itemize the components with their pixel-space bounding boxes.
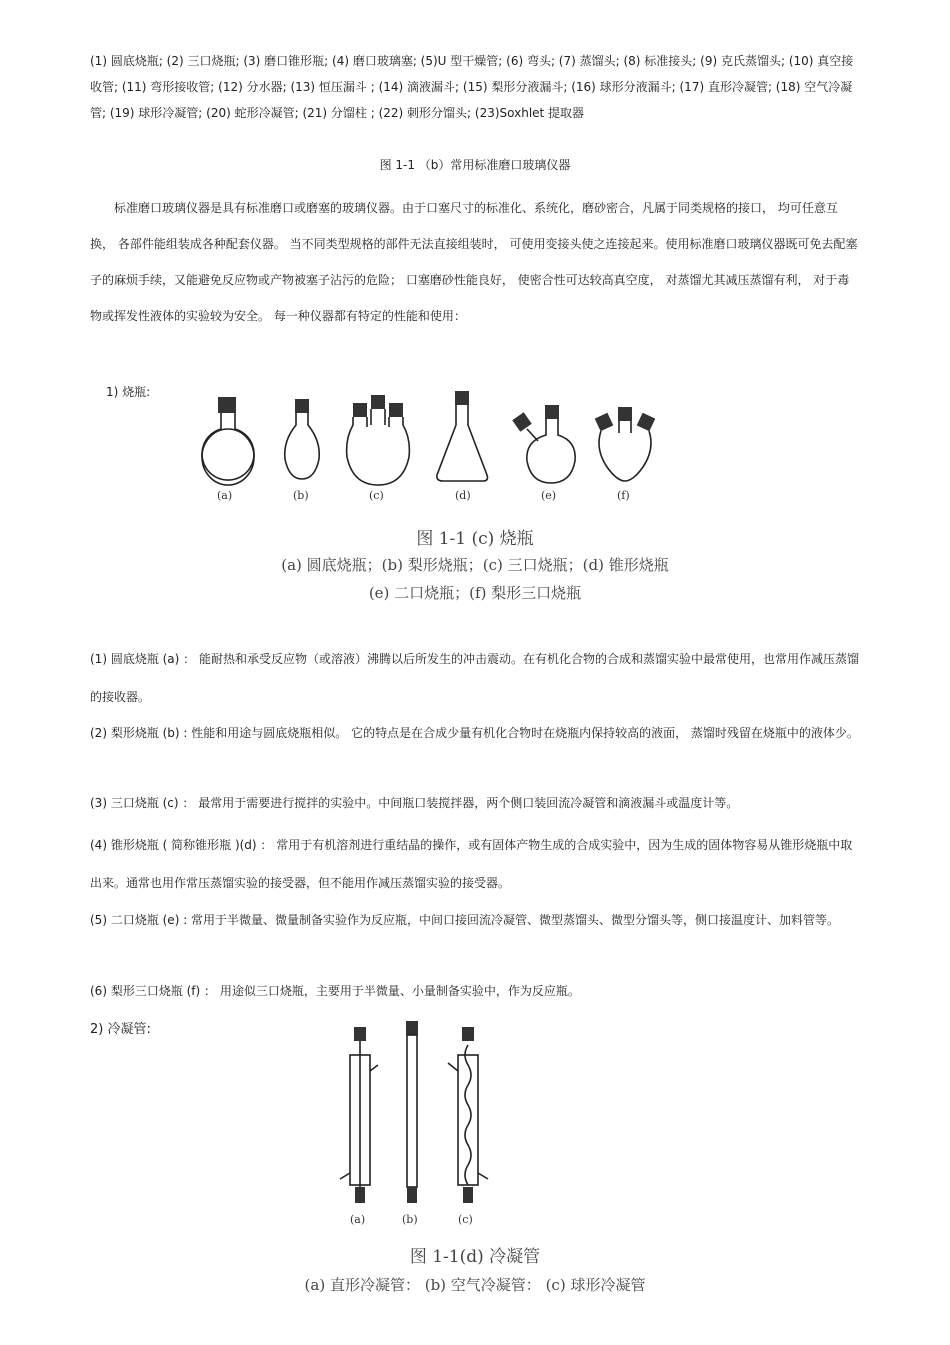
intro-paragraph: 标准磨口玻璃仪器是具有标准磨口或磨塞的玻璃仪器。由于口塞尺寸的标准化、系统化，磨砂密合，凡属于同类规格的接口， 均可任意互换， 各部件能组装成各种配套仪器。 当不同类型规格的部件无法直接组装时， 可使用变接头使之连接起来。使用标准磨口玻璃仪器既可免去配塞子的麻烦手续，又能避免反应物或产物被塞子沾污的危险； 口塞磨砂性能良好， 使密合性可达较高真空度， 对蒸馏尤其减压蒸馏有利， 对于毒物或挥发性液体的实验较为安全。 每一种仪器都有特定的性能和使用： [90, 201, 858, 323]
figure-c-title: 图 1-1 (c) 烧瓶 [416, 529, 534, 549]
air-condenser-icon [406, 1021, 418, 1203]
desc-conical: (4) 锥形烧瓶 ( 简称锥形瓶 )(d) ： 常用于有机溶剂进行重结晶的操作，或有固体产物生成的合成实验中，因为生成的固体物容易从锥形烧瓶中取出来。通常也用作常压蒸馏实验的接受器，但不能用作减压蒸馏实验的接受器。 [90, 838, 853, 890]
desc-pear: (2) 梨形烧瓶 (b) : 性能和用途与圆底烧瓶相似。 它的特点是在合成少量有机化合物时在烧瓶内保持较高的液面， 蒸馏时残留在烧瓶中的液体少。 [90, 726, 859, 740]
figure-c-line1: (a) 圆底烧瓶；(b) 梨形烧瓶；(c) 三口烧瓶；(d) 锥形烧瓶 [281, 556, 669, 574]
condenser-label-a: (a) [350, 1213, 366, 1226]
flask-label-e: (e) [541, 489, 557, 502]
apparatus-list: (1) 圆底烧瓶; (2) 三口烧瓶; (3) 磨口锥形瓶; (4) 磨口玻璃塞; (5)U 型干燥管; (6) 弯头; (7) 蒸馏头; (8) 标准接头; (9) 克氏蒸馏头; (10) 真空接收管; (11) 弯形接收管; (12) 分水器; (13) 恒压漏斗 ; (14) 滴液漏斗; (15) 梨形分液漏斗; (16) 球形分液漏斗; (17) 直形冷凝管; (18) 空气冷凝管; (19) 球形冷凝管; (20) 蛇形冷凝管; (21) 分馏柱 ; (22) 刺形分馏头; (23)Soxhlet 提取器 [90, 54, 854, 120]
flask-label-b: (b) [293, 489, 309, 502]
desc-two-neck: (5) 二口烧瓶 (e) : 常用于半微量、微量制备实验作为反应瓶，中间口接回流冷凝管、微型蒸馏头、微型分馏头等，侧口接温度计、加料管等。 [90, 913, 840, 927]
section-flasks-title: 1) 烧瓶: [106, 385, 151, 399]
flask-label-f: (f) [617, 489, 630, 502]
desc-round-bottom: (1) 圆底烧瓶 (a) ： 能耐热和承受反应物（或溶液）沸腾以后所发生的冲击震动。在有机化合物的合成和蒸馏实验中最常使用，也常用作减压蒸馏的接收器。 [90, 652, 859, 704]
pear-flask-icon [285, 399, 320, 479]
flasks-figure [195, 385, 665, 510]
condenser-label-b: (b) [402, 1213, 418, 1226]
straight-condenser-icon [340, 1027, 378, 1203]
figure-c-line2: (e) 二口烧瓶；(f) 梨形三口烧瓶 [368, 584, 582, 602]
pear-three-neck-flask-icon [595, 407, 656, 481]
desc-three-neck: (3) 三口烧瓶 (c) ： 最常用于需要进行搅拌的实验中。中间瓶口装搅拌器，两个侧口装回流冷凝管和滴液漏斗或温度计等。 [90, 796, 739, 810]
flask-label-d: (d) [455, 489, 471, 502]
section-condensers-title: 2) 冷凝管: [90, 1022, 151, 1037]
flask-label-a: (a) [217, 489, 233, 502]
bulb-condenser-icon [448, 1027, 488, 1203]
desc-pear-three-neck: (6) 梨形三口烧瓶 (f) ： 用途似三口烧瓶，主要用于半微量、小量制备实验中，作为反应瓶。 [90, 984, 580, 998]
flask-label-c: (c) [369, 489, 384, 502]
two-neck-flask-icon [512, 405, 575, 483]
condensers-figure [330, 1015, 510, 1230]
figure-d-title: 图 1-1(d) 冷凝管 [409, 1247, 541, 1267]
figure-b-caption: 图 1-1 （b）常用标准磨口玻璃仪器 [379, 158, 571, 172]
condenser-label-c: (c) [458, 1213, 473, 1226]
figure-d-line1: (a) 直形冷凝管： (b) 空气冷凝管： (c) 球形冷凝管 [304, 1276, 646, 1294]
three-neck-flask-icon [347, 395, 410, 485]
round-bottom-flask-icon [202, 397, 254, 485]
conical-flask-icon [437, 391, 488, 481]
